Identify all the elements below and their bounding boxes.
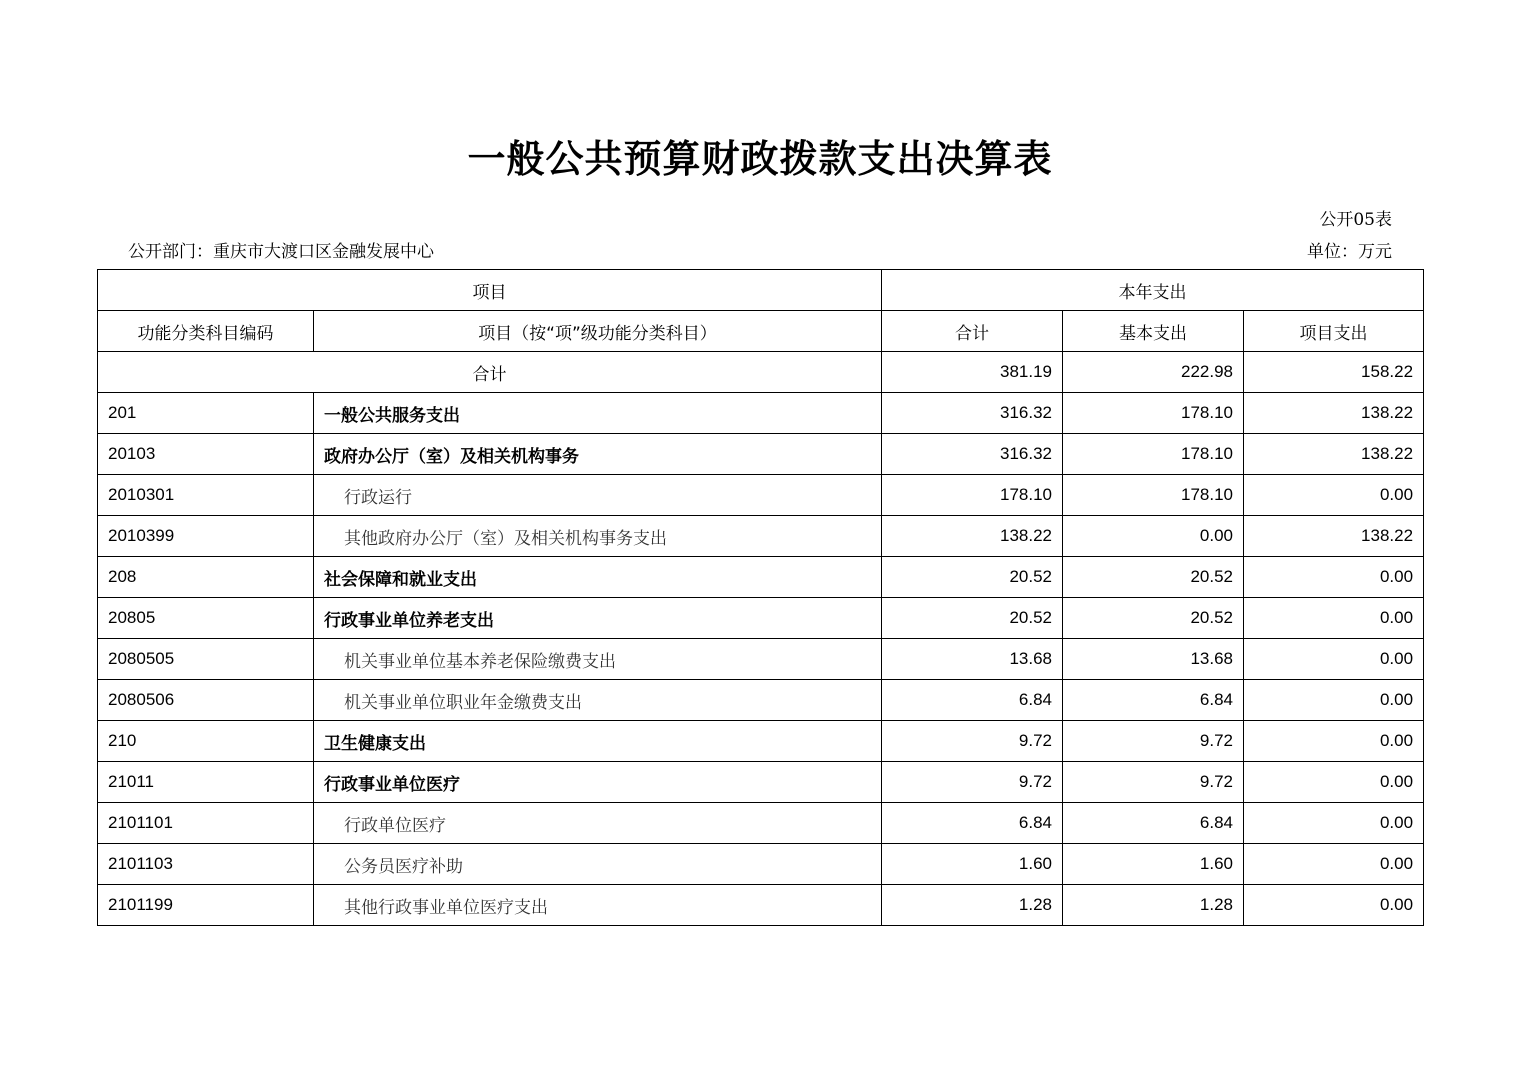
table-row [98, 762, 1424, 803]
table-row [98, 680, 1424, 721]
unit-label: 单位：万元 [1307, 242, 1392, 262]
row-project: 0.00 [1244, 721, 1424, 762]
budget-table [97, 269, 1424, 926]
row-project: 0.00 [1244, 475, 1424, 516]
row-basic: 6.84 [1063, 803, 1244, 844]
row-name: 机关事业单位基本养老保险缴费支出 [314, 639, 882, 680]
row-code: 21011 [98, 762, 314, 803]
row-name: 政府办公厅（室）及相关机构事务 [314, 434, 882, 475]
row-project: 138.22 [1244, 434, 1424, 475]
row-basic: 9.72 [1063, 762, 1244, 803]
table-row [98, 803, 1424, 844]
department-label: 公开部门：重庆市大渡口区金融发展中心 [128, 242, 434, 262]
row-total: 1.28 [882, 885, 1063, 926]
row-code: 2080505 [98, 639, 314, 680]
row-code: 2080506 [98, 680, 314, 721]
row-name: 行政事业单位医疗 [314, 762, 882, 803]
row-total: 316.32 [882, 393, 1063, 434]
row-name: 一般公共服务支出 [314, 393, 882, 434]
row-basic: 13.68 [1063, 639, 1244, 680]
header-row-2 [98, 311, 1424, 352]
row-total: 9.72 [882, 721, 1063, 762]
row-code: 201 [98, 393, 314, 434]
summary-total: 381.19 [882, 352, 1063, 393]
row-basic: 1.60 [1063, 844, 1244, 885]
table-row [98, 844, 1424, 885]
row-name: 卫生健康支出 [314, 721, 882, 762]
form-number: 公开05表 [1319, 210, 1392, 230]
row-project: 138.22 [1244, 516, 1424, 557]
row-basic: 178.10 [1063, 393, 1244, 434]
row-basic: 20.52 [1063, 598, 1244, 639]
row-project: 0.00 [1244, 803, 1424, 844]
row-code: 210 [98, 721, 314, 762]
page-title: 一般公共预算财政拨款支出决算表 [467, 137, 1053, 181]
summary-basic: 222.98 [1063, 352, 1244, 393]
row-name: 社会保障和就业支出 [314, 557, 882, 598]
row-code: 20805 [98, 598, 314, 639]
row-total: 13.68 [882, 639, 1063, 680]
row-name: 行政单位医疗 [314, 803, 882, 844]
row-code: 20103 [98, 434, 314, 475]
row-name: 其他行政事业单位医疗支出 [314, 885, 882, 926]
table-row [98, 721, 1424, 762]
row-project: 0.00 [1244, 680, 1424, 721]
summary-project: 158.22 [1244, 352, 1424, 393]
row-name: 公务员医疗补助 [314, 844, 882, 885]
row-name: 其他政府办公厅（室）及相关机构事务支出 [314, 516, 882, 557]
header-basic: 基本支出 [1063, 311, 1244, 352]
row-basic: 178.10 [1063, 434, 1244, 475]
row-name: 机关事业单位职业年金缴费支出 [314, 680, 882, 721]
row-total: 1.60 [882, 844, 1063, 885]
row-project: 0.00 [1244, 598, 1424, 639]
row-total: 20.52 [882, 557, 1063, 598]
header-row-1 [98, 270, 1424, 311]
table-row [98, 393, 1424, 434]
summary-label: 合计 [98, 352, 882, 393]
row-total: 6.84 [882, 680, 1063, 721]
row-project: 0.00 [1244, 762, 1424, 803]
row-code: 208 [98, 557, 314, 598]
table-row [98, 516, 1424, 557]
row-project: 0.00 [1244, 844, 1424, 885]
row-total: 6.84 [882, 803, 1063, 844]
row-code: 2010399 [98, 516, 314, 557]
table-row [98, 475, 1424, 516]
header-item: 项目（按“项”级功能分类科目） [314, 311, 882, 352]
header-project: 项目 [98, 270, 882, 311]
table-row [98, 557, 1424, 598]
row-total: 178.10 [882, 475, 1063, 516]
row-basic: 1.28 [1063, 885, 1244, 926]
table-row [98, 598, 1424, 639]
summary-row [98, 352, 1424, 393]
row-basic: 6.84 [1063, 680, 1244, 721]
row-total: 316.32 [882, 434, 1063, 475]
header-code: 功能分类科目编码 [98, 311, 314, 352]
row-name: 行政事业单位养老支出 [314, 598, 882, 639]
row-basic: 9.72 [1063, 721, 1244, 762]
row-basic: 178.10 [1063, 475, 1244, 516]
row-total: 20.52 [882, 598, 1063, 639]
row-code: 2101101 [98, 803, 314, 844]
header-project-expense: 项目支出 [1244, 311, 1424, 352]
header-current-year: 本年支出 [882, 270, 1424, 311]
table-row [98, 639, 1424, 680]
row-code: 2101103 [98, 844, 314, 885]
row-basic: 0.00 [1063, 516, 1244, 557]
row-project: 0.00 [1244, 639, 1424, 680]
table-row [98, 434, 1424, 475]
header-total: 合计 [882, 311, 1063, 352]
row-project: 138.22 [1244, 393, 1424, 434]
row-total: 138.22 [882, 516, 1063, 557]
row-code: 2010301 [98, 475, 314, 516]
row-name: 行政运行 [314, 475, 882, 516]
row-project: 0.00 [1244, 885, 1424, 926]
row-code: 2101199 [98, 885, 314, 926]
row-project: 0.00 [1244, 557, 1424, 598]
table-row [98, 885, 1424, 926]
row-total: 9.72 [882, 762, 1063, 803]
row-basic: 20.52 [1063, 557, 1244, 598]
